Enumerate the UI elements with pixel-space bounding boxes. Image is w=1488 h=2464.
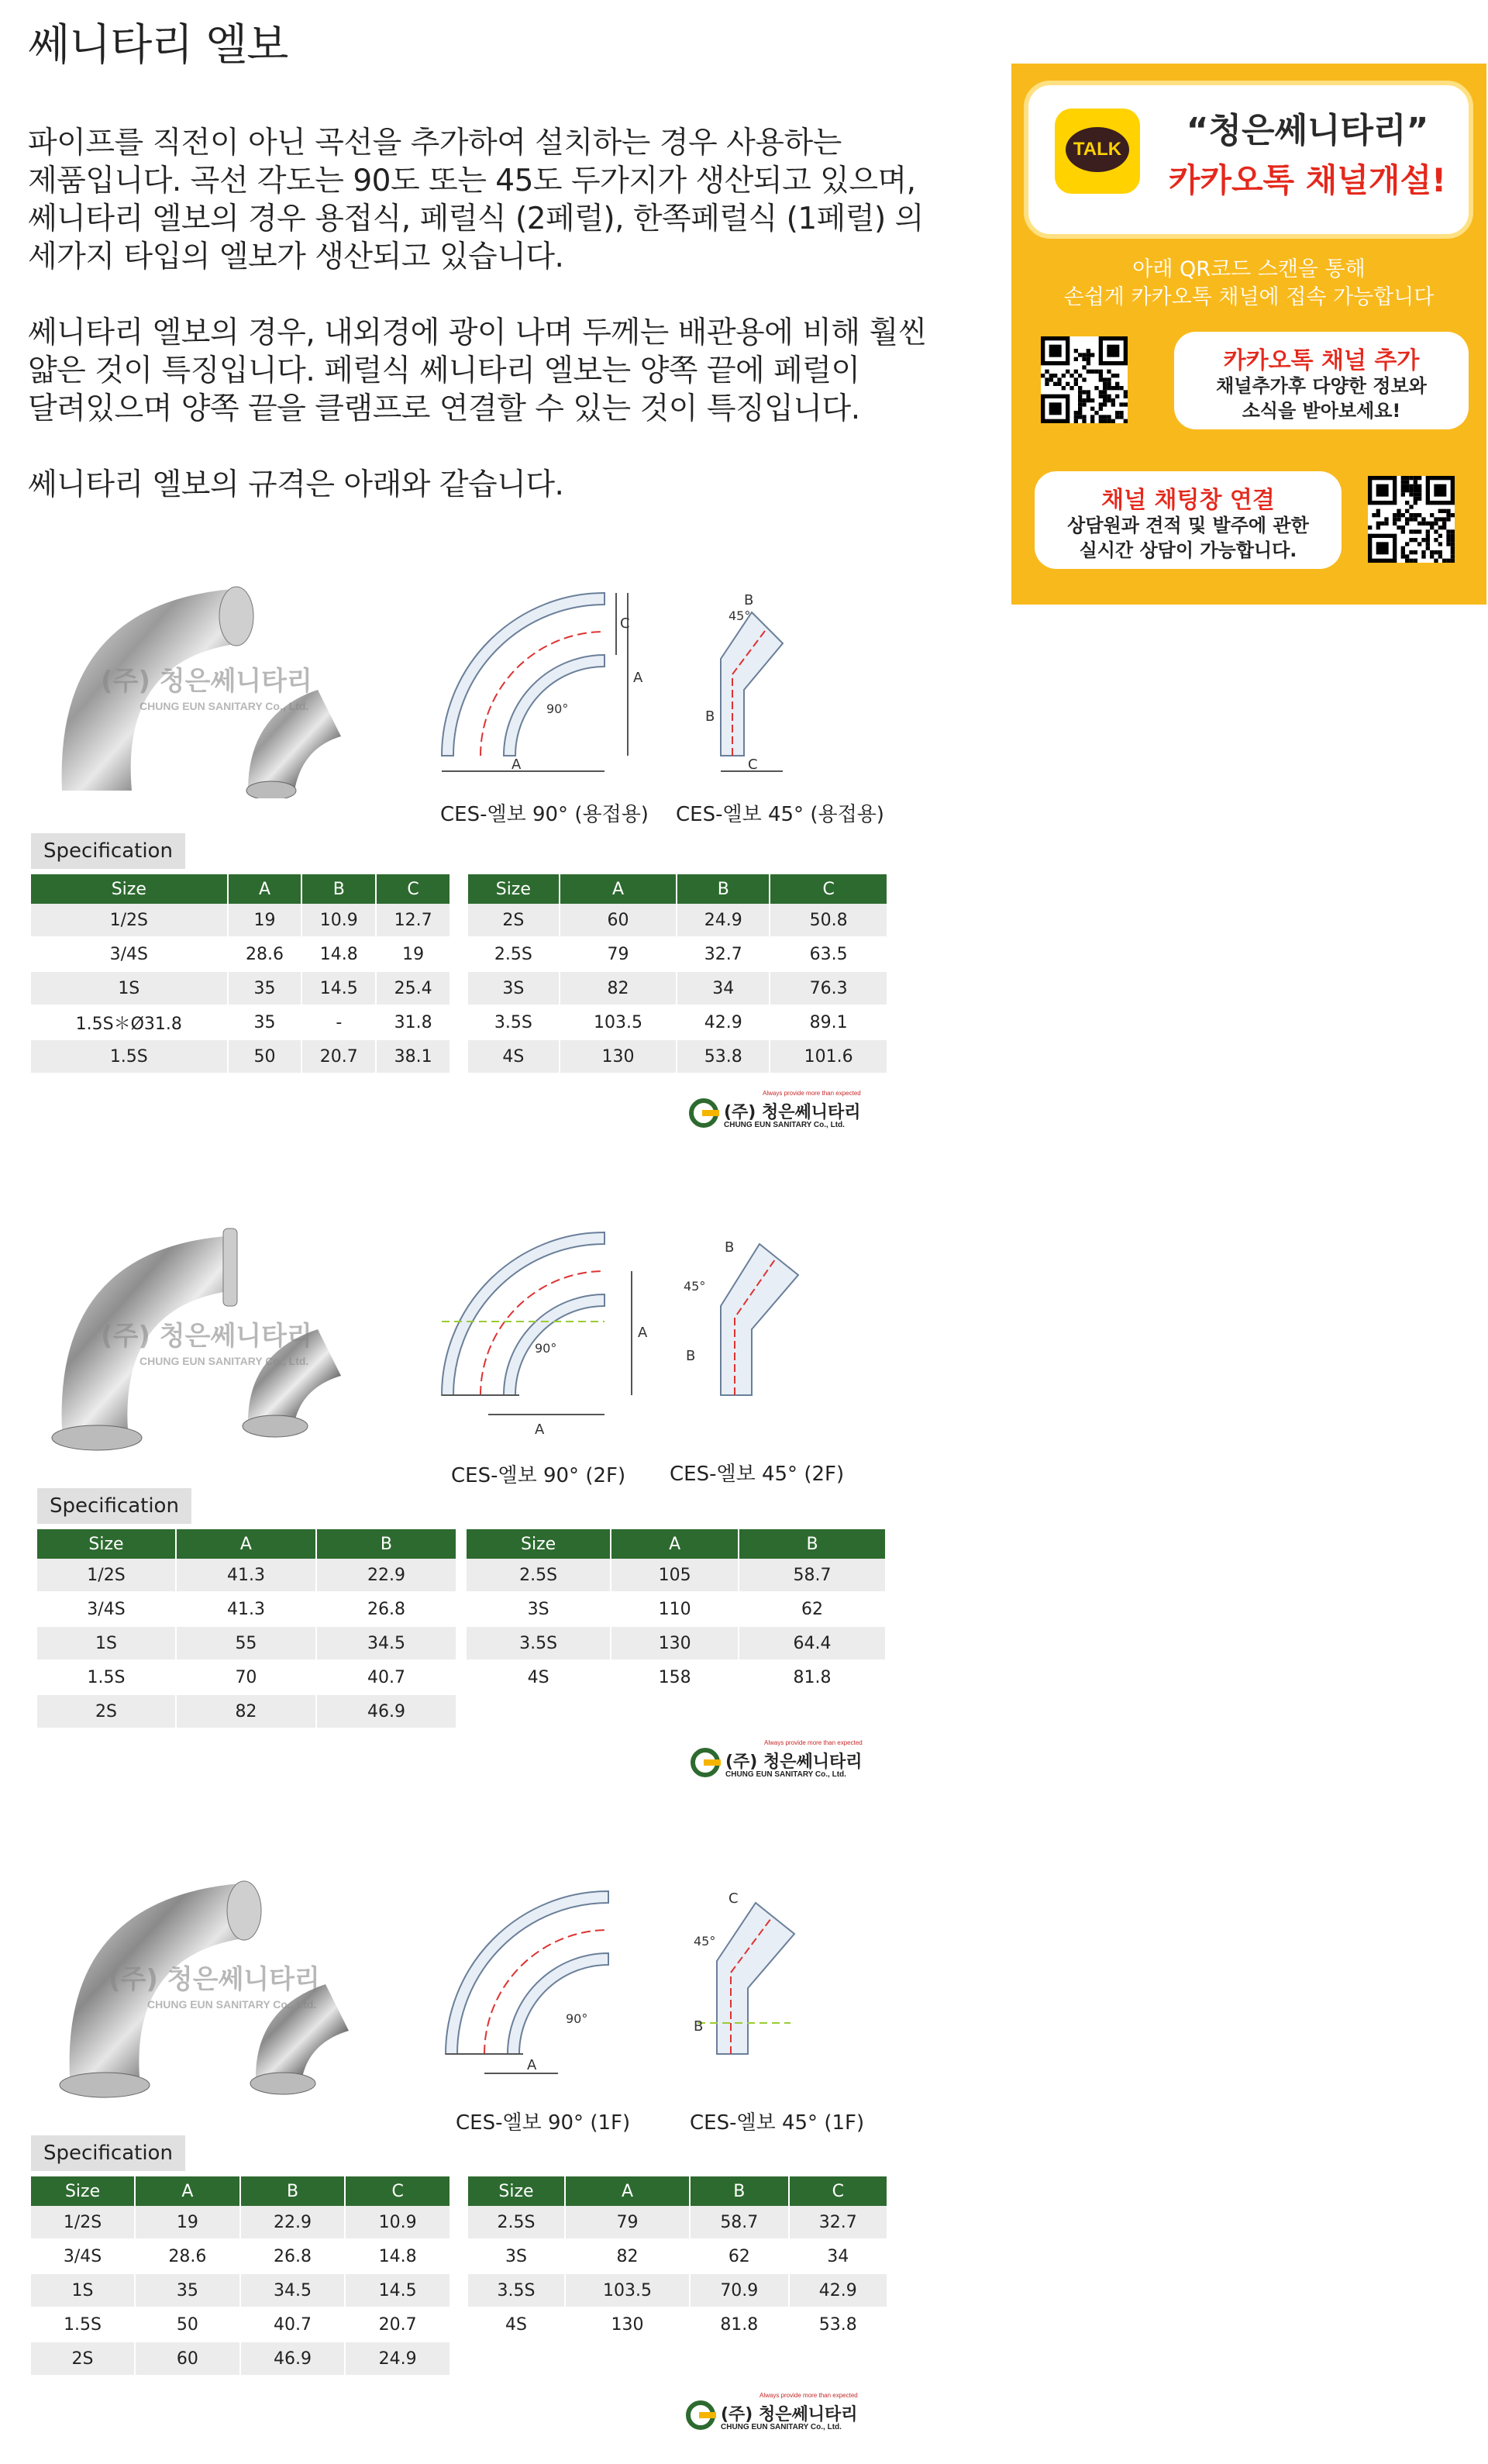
table-cell: 24.9 (677, 904, 770, 937)
qr-code-chat[interactable] (1368, 476, 1455, 563)
table-row (467, 1626, 886, 1660)
column-header: B (301, 874, 376, 904)
table-cell: 2S (37, 1694, 176, 1728)
table-cell: 34.5 (240, 2273, 346, 2307)
table-row (37, 1694, 456, 1728)
elbow-photo-2f (46, 1213, 403, 1453)
table-cell: 82 (565, 2239, 690, 2273)
caption-elbow-45-2f: CES-엘보 45° (2F) (670, 1463, 845, 1486)
table-row (31, 2273, 450, 2307)
kakao-title-card (1024, 81, 1473, 239)
table-cell: 50.8 (770, 904, 887, 937)
intro-line: 파이프를 직전이 아닌 곡선을 추가하여 설치하는 경우 사용하는 (28, 126, 842, 160)
svg-text:A: A (535, 1422, 545, 1438)
table-row (37, 1626, 456, 1660)
table-cell: 130 (560, 1039, 677, 1073)
table-cell: 89.1 (770, 1005, 887, 1039)
table-cell: 10.9 (301, 904, 376, 937)
kakao-subtitle: 카카오톡 채널개설! (1168, 161, 1447, 199)
table-row (37, 1559, 456, 1592)
table-cell: 79 (560, 937, 677, 971)
table-cell: 32.7 (789, 2206, 887, 2239)
svg-text:C: C (620, 615, 630, 632)
column-header: Size (37, 1529, 176, 1559)
elbow-drawing-1f (418, 1860, 899, 2108)
table-cell: 34.5 (316, 1626, 456, 1660)
table-cell: 12.7 (376, 904, 450, 937)
column-header: C (345, 2176, 450, 2206)
caption-elbow-45-weld: CES-엘보 45° (용접용) (676, 803, 884, 826)
table-cell: 1/2S (31, 904, 228, 937)
table-cell: 79 (565, 2206, 690, 2239)
svg-text:B: B (705, 708, 715, 725)
table-row (31, 2206, 450, 2239)
spec-table-left (31, 874, 451, 1074)
svg-text:B: B (725, 1239, 735, 1256)
column-header: B (316, 1529, 456, 1559)
table-cell: 82 (560, 971, 677, 1005)
section-2f-elbow (0, 1213, 914, 1721)
table-row (37, 1592, 456, 1626)
svg-text:45°: 45° (694, 1934, 716, 1949)
table-cell: 14.5 (345, 2273, 450, 2307)
column-header: A (228, 874, 302, 904)
table-row (468, 937, 887, 971)
table-cell: 32.7 (677, 937, 770, 971)
intro-line: 쎄니타리 엘보의 경우 용접식, 페럴식 (2페럴), 한쪽페럴식 (1페럴) 의 (28, 202, 924, 236)
table-row (468, 1039, 887, 1073)
svg-text:45°: 45° (728, 608, 751, 623)
svg-text:A: A (633, 670, 643, 686)
table-row (31, 2307, 450, 2342)
table-cell: 3/4S (31, 2239, 135, 2273)
table-cell: 103.5 (560, 1005, 677, 1039)
svg-text:B: B (694, 2018, 704, 2035)
table-cell: 35 (228, 1005, 302, 1039)
table-cell: 10.9 (345, 2206, 450, 2239)
column-header: C (789, 2176, 887, 2206)
table-header-row (468, 2176, 887, 2206)
table-cell: 70.9 (690, 2273, 788, 2307)
table-cell: 34 (677, 971, 770, 1005)
table-cell: 28.6 (228, 937, 302, 971)
intro-paragraph-2 (28, 314, 958, 428)
table-header-row (31, 2176, 450, 2206)
column-header: A (611, 1529, 739, 1559)
table-cell: 40.7 (240, 2307, 346, 2342)
table-cell: 3.5S (468, 2273, 565, 2307)
table-cell: 2S (468, 904, 560, 937)
table-cell: 24.9 (345, 2342, 450, 2376)
table-row (31, 904, 450, 937)
kakao-desc-line: 아래 QR코드 스캔을 통해 (1132, 257, 1366, 281)
svg-text:CHUNG EUN SANITARY Co., Ltd.: CHUNG EUN SANITARY Co., Ltd. (140, 700, 309, 712)
intro-line: 쎄니타리 엘보의 경우, 내외경에 광이 나며 두께는 배관용에 비해 훨씬 (28, 315, 927, 350)
table-cell: 3S (467, 1592, 611, 1626)
spec-table-left (31, 2176, 451, 2376)
svg-text:A: A (512, 756, 522, 773)
table-cell: 60 (135, 2342, 240, 2376)
kakao-channel-banner[interactable] (1011, 64, 1486, 605)
kakao-description (1011, 256, 1486, 312)
spec-table-right (467, 1529, 887, 1695)
svg-text:C: C (748, 756, 758, 773)
table-cell: 41.3 (176, 1559, 316, 1592)
spec-table-left (37, 1529, 457, 1729)
table-cell: 62 (690, 2239, 788, 2273)
table-cell: 4S (468, 2307, 565, 2342)
kakao-desc-line: 손쉽게 카카오톡 채널에 접속 가능합니다 (1063, 285, 1435, 309)
table-cell: 60 (560, 904, 677, 937)
svg-text:A: A (527, 2057, 537, 2073)
table-row (468, 904, 887, 937)
svg-text:C: C (728, 1890, 739, 1907)
table-row (31, 1005, 450, 1039)
table-header-row (467, 1529, 886, 1559)
column-header: B (677, 874, 770, 904)
table-cell: 82 (176, 1694, 316, 1728)
elbow-drawing-2f (418, 1213, 899, 1461)
table-cell: 2S (31, 2342, 135, 2376)
column-header: B (739, 1529, 886, 1559)
column-header: C (376, 874, 450, 904)
caption-elbow-45-1f: CES-엘보 45° (1F) (690, 2111, 865, 2135)
intro-line: 제품입니다. 곡선 각도는 90도 또는 45도 두가지가 생산되고 있으며, (28, 164, 916, 198)
table-row (31, 1039, 450, 1073)
section-weld-elbow (0, 558, 914, 1067)
table-row (468, 971, 887, 1005)
table-cell: 26.8 (316, 1592, 456, 1626)
table-cell: 34 (789, 2239, 887, 2273)
table-cell: 20.7 (301, 1039, 376, 1073)
column-header: A (565, 2176, 690, 2206)
table-cell: 42.9 (789, 2273, 887, 2307)
table-cell: 105 (611, 1559, 739, 1592)
column-header: B (240, 2176, 346, 2206)
table-cell: 158 (611, 1660, 739, 1694)
table-header-row (31, 874, 450, 904)
table-cell: 22.9 (316, 1559, 456, 1592)
column-header: Size (467, 1529, 611, 1559)
table-header-row (468, 874, 887, 904)
table-row (468, 1005, 887, 1039)
chat-connect-box[interactable] (1035, 471, 1342, 569)
column-header: Size (468, 874, 560, 904)
table-cell: 22.9 (240, 2206, 346, 2239)
table-cell: 1.5S (31, 1039, 228, 1073)
kakao-title: “청은쎄니타리” (1186, 111, 1429, 150)
table-cell: 4S (468, 1039, 560, 1073)
table-cell: 19 (135, 2206, 240, 2239)
table-row (467, 1660, 886, 1694)
table-cell: 28.6 (135, 2239, 240, 2273)
table-cell: 70 (176, 1660, 316, 1694)
table-cell: 14.8 (345, 2239, 450, 2273)
table-row (31, 937, 450, 971)
table-cell: 130 (611, 1626, 739, 1660)
specification-label: Specification (31, 2135, 185, 2171)
table-row (468, 2307, 887, 2342)
table-row (31, 2239, 450, 2273)
qr-code-add-channel[interactable] (1041, 336, 1128, 423)
add-channel-heading: 카카오톡 채널 추가 (1223, 347, 1420, 374)
table-cell: 38.1 (376, 1039, 450, 1073)
table-cell: 40.7 (316, 1660, 456, 1694)
table-cell: 1.5S＊Ø31.8 (31, 1005, 228, 1039)
elbow-drawing-weld (418, 558, 899, 806)
table-cell: 55 (176, 1626, 316, 1660)
svg-text:(주) 청은쎄니타리: (주) 청은쎄니타리 (108, 1964, 320, 1995)
intro-paragraph-3 (28, 466, 958, 504)
table-cell: 14.8 (301, 937, 376, 971)
table-cell: 14.5 (301, 971, 376, 1005)
table-cell: 110 (611, 1592, 739, 1626)
specification-label: Specification (31, 833, 185, 869)
intro-paragraph-1 (28, 124, 958, 276)
caption-elbow-90-1f: CES-엘보 90° (1F) (456, 2111, 631, 2135)
table-cell: 46.9 (240, 2342, 346, 2376)
table-cell: 103.5 (565, 2273, 690, 2307)
table-row (31, 971, 450, 1005)
table-cell: 19 (376, 937, 450, 971)
table-header-row (37, 1529, 456, 1559)
table-cell: 1.5S (31, 2307, 135, 2342)
elbow-photo-weld (46, 558, 403, 798)
table-cell: 1/2S (31, 2206, 135, 2239)
caption-elbow-90-weld: CES-엘보 90° (용접용) (440, 803, 649, 826)
column-header: A (135, 2176, 240, 2206)
table-cell: 35 (228, 971, 302, 1005)
table-cell: 4S (467, 1660, 611, 1694)
table-cell: 1S (37, 1626, 176, 1660)
table-cell: - (301, 1005, 376, 1039)
svg-text:CHUNG EUN SANITARY Co., Ltd.: CHUNG EUN SANITARY Co., Ltd. (140, 1355, 309, 1367)
elbow-photo-1f (46, 1860, 403, 2100)
intro-line: 쎄니타리 엘보의 규격은 아래와 같습니다. (28, 467, 564, 502)
talk-icon-label: TALK (1066, 127, 1129, 172)
column-header: B (690, 2176, 788, 2206)
column-header: A (176, 1529, 316, 1559)
table-cell: 20.7 (345, 2307, 450, 2342)
table-cell: 50 (135, 2307, 240, 2342)
table-cell: 2.5S (467, 1559, 611, 1592)
table-cell: 1S (31, 2273, 135, 2307)
table-cell: 41.3 (176, 1592, 316, 1626)
table-cell: 25.4 (376, 971, 450, 1005)
svg-text:CHUNG EUN SANITARY Co., Ltd.: CHUNG EUN SANITARY Co., Ltd. (147, 1998, 317, 2011)
add-channel-text: 채널추가후 다양한 정보와 소식을 받아보세요! (1216, 375, 1427, 422)
svg-text:90°: 90° (546, 701, 569, 716)
spec-table-right (468, 2176, 888, 2342)
table-row (31, 2342, 450, 2376)
intro-line: 얇은 것이 특징입니다. 페럴식 쎄니타리 엘보는 양쪽 끝에 페럴이 (28, 353, 860, 388)
table-cell: 63.5 (770, 937, 887, 971)
column-header: Size (31, 874, 228, 904)
svg-text:B: B (744, 592, 754, 608)
table-cell: 3S (468, 971, 560, 1005)
table-cell: 50 (228, 1039, 302, 1073)
svg-text:90°: 90° (535, 1341, 557, 1356)
table-cell: 53.8 (677, 1039, 770, 1073)
table-cell: 130 (565, 2307, 690, 2342)
svg-text:B: B (686, 1348, 696, 1364)
table-cell: 62 (739, 1592, 886, 1626)
column-header: A (560, 874, 677, 904)
table-cell: 3.5S (468, 1005, 560, 1039)
table-cell: 1.5S (37, 1660, 176, 1694)
spec-table-right (468, 874, 888, 1074)
chat-connect-heading: 채널 채팅창 연결 (1101, 487, 1275, 514)
svg-text:(주) 청은쎄니타리: (주) 청은쎄니타리 (101, 666, 312, 697)
table-cell: 81.8 (739, 1660, 886, 1694)
section-1f-elbow (0, 1860, 914, 2369)
column-header: C (770, 874, 887, 904)
table-cell: 19 (228, 904, 302, 937)
intro-text (28, 124, 958, 542)
table-cell: 3/4S (37, 1592, 176, 1626)
specification-label: Specification (37, 1488, 191, 1524)
table-cell: 3S (468, 2239, 565, 2273)
add-channel-box[interactable] (1174, 332, 1469, 429)
intro-line: 세가지 타입의 엘보가 생산되고 있습니다. (28, 240, 564, 274)
table-cell: 26.8 (240, 2239, 346, 2273)
table-row (468, 2206, 887, 2239)
table-cell: 3.5S (467, 1626, 611, 1660)
table-cell: 2.5S (468, 2206, 565, 2239)
table-cell: 53.8 (789, 2307, 887, 2342)
svg-text:A: A (638, 1325, 648, 1341)
table-row (37, 1660, 456, 1694)
table-cell: 2.5S (468, 937, 560, 971)
table-cell: 81.8 (690, 2307, 788, 2342)
table-cell: 1S (31, 971, 228, 1005)
table-row (468, 2273, 887, 2307)
table-cell: 58.7 (739, 1559, 886, 1592)
table-row (468, 2239, 887, 2273)
table-row (467, 1592, 886, 1626)
table-cell: 35 (135, 2273, 240, 2307)
column-header: Size (31, 2176, 135, 2206)
column-header: Size (468, 2176, 565, 2206)
table-cell: 76.3 (770, 971, 887, 1005)
table-cell: 46.9 (316, 1694, 456, 1728)
table-cell: 101.6 (770, 1039, 887, 1073)
table-cell: 1/2S (37, 1559, 176, 1592)
caption-elbow-90-2f: CES-엘보 90° (2F) (451, 1464, 626, 1487)
svg-text:45°: 45° (684, 1279, 706, 1294)
table-cell: 42.9 (677, 1005, 770, 1039)
page-title: 쎄니타리 엘보 (28, 20, 288, 71)
table-cell: 31.8 (376, 1005, 450, 1039)
kakao-talk-icon (1055, 109, 1140, 194)
chat-connect-text: 상담원과 견적 및 발주에 관한 실시간 상담이 가능합니다. (1067, 515, 1309, 561)
svg-text:(주) 청은쎄니타리: (주) 청은쎄니타리 (101, 1321, 312, 1352)
table-cell: 3/4S (31, 937, 228, 971)
table-row (467, 1559, 886, 1592)
intro-line: 달려있으며 양쪽 끝을 클램프로 연결할 수 있는 것이 특징입니다. (28, 391, 860, 426)
table-cell: 64.4 (739, 1626, 886, 1660)
table-cell: 58.7 (690, 2206, 788, 2239)
svg-text:90°: 90° (566, 2011, 588, 2026)
